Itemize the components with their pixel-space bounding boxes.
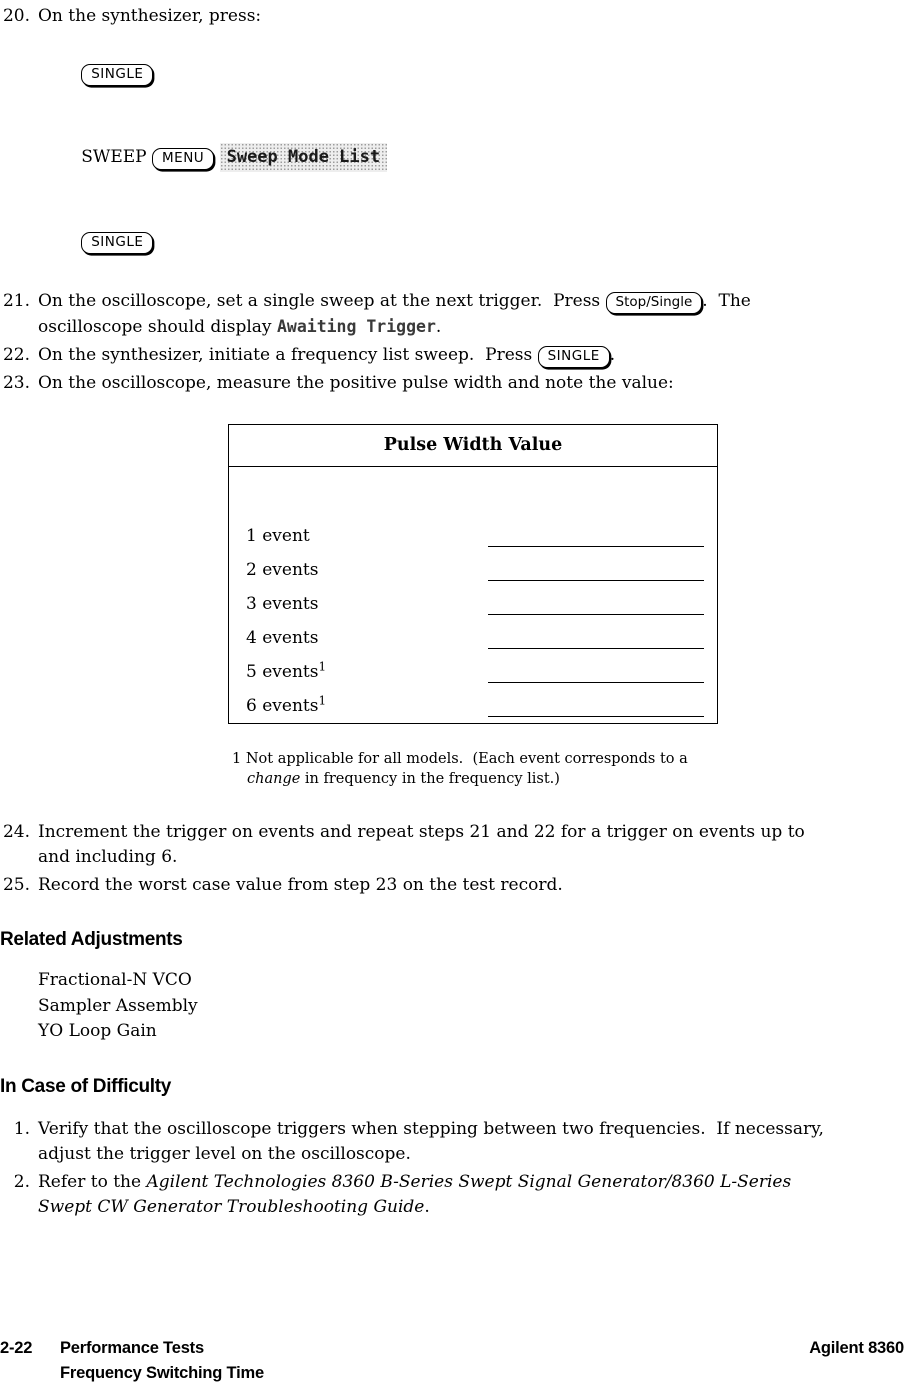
page-footer xyxy=(0,1336,907,1386)
step-number: 24. xyxy=(2,822,30,842)
step-23 xyxy=(0,371,907,396)
related-adjustments-heading: Related Adjustments xyxy=(0,929,183,950)
adjustment-item: Fractional-N VCO xyxy=(38,970,192,990)
footer-chapter: Performance Tests xyxy=(60,1339,204,1357)
write-in-blank xyxy=(488,659,704,683)
table-row: 3 events xyxy=(246,581,704,615)
write-in-blank xyxy=(488,693,704,717)
stop-single-key: Stop/Single xyxy=(606,292,703,314)
text-line: oscilloscope should display Awaiting Trigger. xyxy=(38,317,442,337)
step-number: 1. xyxy=(13,1118,30,1139)
text-line: On the oscilloscope, measure the positive pulse width and note the value: xyxy=(38,373,674,393)
footer-product: Agilent 8360 xyxy=(809,1339,904,1357)
step-21 xyxy=(0,289,907,340)
in-case-of-difficulty-heading: In Case of Difficulty xyxy=(0,1075,172,1097)
step-20-intro: On the synthesizer, press: xyxy=(38,6,262,26)
step-22 xyxy=(0,343,907,368)
scope-display-text: Awaiting Trigger xyxy=(276,317,436,336)
text-line: On the oscilloscope, set a single sweep at the next trigger. Press Stop/Single . The xyxy=(38,289,907,314)
text-line: Record the worst case value from step 23 on the test record. xyxy=(38,875,563,895)
text-line: Refer to the Agilent Technologies 8360 B-Series Swept Signal Generator/8360 L-Series xyxy=(38,1171,792,1192)
write-in-blank xyxy=(488,523,704,547)
sweep-mode-list-softkey: Sweep Mode List xyxy=(220,143,388,172)
table-footnote xyxy=(232,749,907,789)
step-24 xyxy=(0,820,907,870)
step-25 xyxy=(0,873,907,898)
text-line: and including 6. xyxy=(38,847,178,867)
adjustment-item: YO Loop Gain xyxy=(38,1021,157,1041)
text-line: adjust the trigger level on the oscilloscope. xyxy=(38,1143,411,1164)
write-in-blank xyxy=(488,625,704,649)
text-line: Verify that the oscilloscope triggers when stepping between two frequencies. If necessary, xyxy=(38,1118,824,1139)
step-number: 23. xyxy=(2,373,30,393)
table-row: 6 events$^1$ xyxy=(246,683,704,717)
difficulty-item-2 xyxy=(0,1170,907,1220)
key-line xyxy=(38,202,907,280)
footnote-line: 1 Not applicable for all models. (Each event corresponds to a xyxy=(232,751,688,767)
step-20 xyxy=(0,4,907,286)
write-in-blank xyxy=(488,591,704,615)
difficulty-item-1 xyxy=(0,1117,907,1167)
text-line: On the synthesizer, initiate a frequency list sweep. Press SINGLE . xyxy=(38,343,907,368)
table-row: 4 events xyxy=(246,615,704,649)
step-number: 2. xyxy=(13,1171,30,1192)
table-row: 1 event xyxy=(246,513,704,547)
menu-key: MENU xyxy=(152,148,214,170)
step-number: 20. xyxy=(2,6,30,26)
single-key: SINGLE xyxy=(81,64,153,86)
adjustment-item: Sampler Assembly xyxy=(38,995,198,1016)
text-line: Swept CW Generator Troubleshooting Guide. xyxy=(38,1196,430,1217)
document-title-italic: Swept CW Generator Troubleshooting Guide xyxy=(38,1196,425,1217)
pulse-width-table xyxy=(228,424,718,724)
table-row: 2 events xyxy=(246,547,704,581)
key-line xyxy=(38,34,907,112)
text-line: Increment the trigger on events and repeat steps 21 and 22 for a trigger on events up to xyxy=(38,822,805,842)
table-title: Pulse Width Value xyxy=(229,425,717,467)
step-number: 22. xyxy=(2,345,30,365)
table-body xyxy=(229,467,717,723)
page-number: 2-22 xyxy=(0,1339,33,1357)
step-number: 21. xyxy=(2,291,30,311)
single-key: SINGLE xyxy=(538,346,610,368)
table-row: 5 events$^1$ xyxy=(246,649,704,683)
key-line xyxy=(38,118,907,196)
step-number: 25. xyxy=(2,875,30,895)
related-adjustments-list xyxy=(38,968,907,1045)
single-key: SINGLE xyxy=(81,232,153,254)
sweep-hardkey-label: SWEEP xyxy=(81,147,153,167)
document-title-italic: Agilent Technologies 8360 B-Series Swept Signal Generator/8360 L-Series xyxy=(146,1171,792,1192)
footer-section: Frequency Switching Time xyxy=(60,1364,264,1382)
write-in-blank xyxy=(488,557,704,581)
footnote-line: change in frequency in the frequency list.) xyxy=(247,771,560,787)
